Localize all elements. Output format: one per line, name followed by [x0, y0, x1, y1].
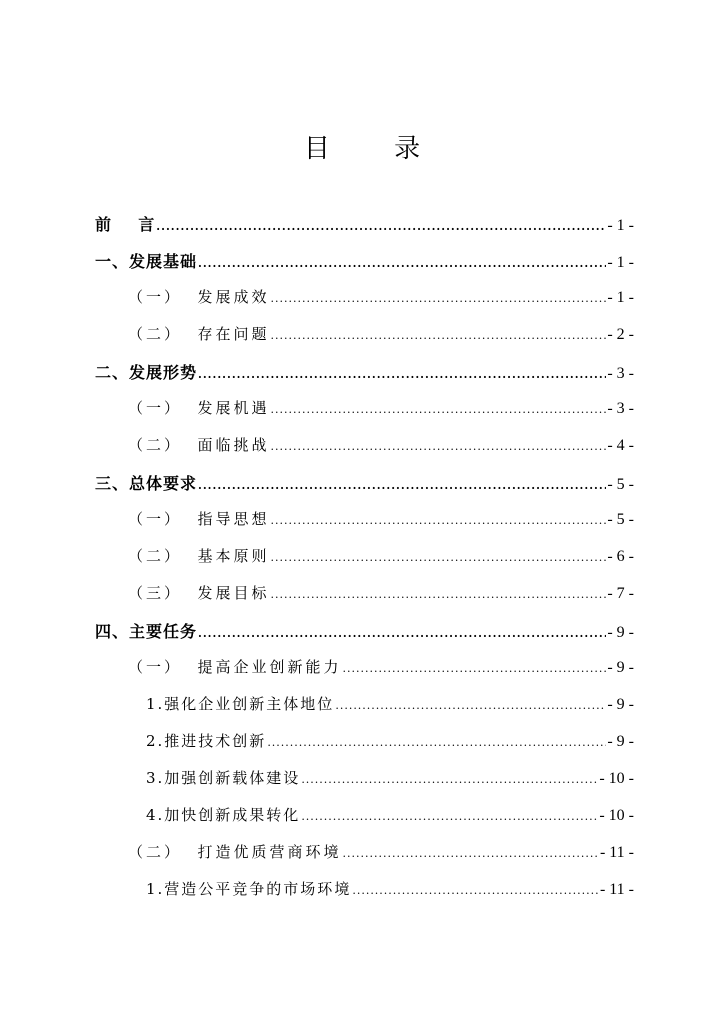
- toc-entry-page: - 9 -: [607, 696, 634, 713]
- toc-entry-page: - 10 -: [599, 770, 634, 787]
- toc-entry-label: 1.营造公平竞争的市场环境: [146, 880, 352, 898]
- toc-entry[interactable]: [146, 693, 634, 723]
- toc-entry-label: 2.推进技术创新: [146, 732, 267, 750]
- toc-entry[interactable]: [95, 619, 634, 649]
- toc-entry-label: 1.强化企业创新主体地位: [146, 695, 335, 713]
- toc-entry-page: - 11 -: [599, 844, 634, 861]
- toc-entry-page: - 3 -: [607, 365, 634, 382]
- toc-entry-label: 3.加强创新载体建设: [146, 769, 301, 787]
- toc-entry-label: 4.加快创新成果转化: [146, 806, 301, 824]
- dot-leader: [343, 662, 607, 675]
- toc-entry-page: - 1 -: [607, 217, 634, 234]
- dot-leader: [198, 257, 606, 270]
- toc-entry[interactable]: [95, 212, 634, 242]
- toc-entry[interactable]: [146, 878, 634, 908]
- toc-entry-page: - 2 -: [607, 326, 634, 343]
- toc-entry[interactable]: [128, 434, 634, 464]
- dot-leader: [271, 440, 607, 453]
- toc-entry[interactable]: [146, 730, 634, 760]
- toc-entry-page: - 5 -: [607, 511, 634, 528]
- toc-entry-label: （二） 面临挑战: [128, 436, 270, 454]
- toc-entry-page: - 1 -: [607, 254, 634, 271]
- toc-entry[interactable]: [128, 323, 634, 353]
- toc-entry-label: 三、总体要求: [95, 474, 198, 493]
- page-title: 目 录: [303, 134, 449, 164]
- toc-entry[interactable]: [128, 545, 634, 575]
- toc-entry[interactable]: [128, 286, 634, 316]
- toc-entry-page: - 7 -: [607, 585, 634, 602]
- toc-entry-label: （一） 发展成效: [128, 288, 270, 306]
- dot-leader: [352, 884, 599, 897]
- dot-leader: [271, 514, 607, 527]
- toc-entry[interactable]: [146, 804, 634, 834]
- dot-leader: [343, 847, 599, 860]
- toc-entry-label: 四、主要任务: [95, 622, 198, 641]
- toc-entry[interactable]: [128, 582, 634, 612]
- toc-entry[interactable]: [128, 508, 634, 538]
- toc-entry[interactable]: [128, 841, 634, 871]
- toc-entry-page: - 11 -: [599, 881, 634, 898]
- toc-entry-page: - 9 -: [607, 733, 634, 750]
- toc-entry-label: 前 言: [95, 215, 156, 234]
- dot-leader: [198, 627, 606, 640]
- dot-leader: [271, 403, 607, 416]
- dot-leader: [271, 551, 607, 564]
- toc-entry[interactable]: [95, 471, 634, 501]
- toc-entry-page: - 9 -: [607, 659, 634, 676]
- toc-entry-label: （一） 提高企业创新能力: [128, 658, 342, 676]
- toc-entry-page: - 10 -: [599, 807, 634, 824]
- dot-leader: [156, 220, 606, 233]
- toc-entry-page: - 1 -: [607, 289, 634, 306]
- toc-entry[interactable]: [128, 397, 634, 427]
- toc-entry-page: - 5 -: [607, 476, 634, 493]
- toc-entry-label: （二） 存在问题: [128, 325, 270, 343]
- toc-entry-label: （一） 发展机遇: [128, 399, 270, 417]
- dot-leader: [271, 329, 607, 342]
- toc-entry[interactable]: [146, 767, 634, 797]
- dot-leader: [198, 479, 606, 492]
- toc-entry-label: （二） 基本原则: [128, 547, 270, 565]
- toc-entry[interactable]: [95, 360, 634, 390]
- toc-entry-page: - 6 -: [607, 548, 634, 565]
- toc-entry-label: （一） 指导思想: [128, 510, 270, 528]
- dot-leader: [267, 736, 606, 749]
- toc-entry-page: - 3 -: [607, 400, 634, 417]
- toc-entry-label: （三） 发展目标: [128, 584, 270, 602]
- toc-entry[interactable]: [95, 249, 634, 279]
- toc-entry[interactable]: [128, 656, 634, 686]
- toc-entry-page: - 9 -: [607, 624, 634, 641]
- dot-leader: [335, 699, 606, 712]
- toc-entry-label: （二） 打造优质营商环境: [128, 843, 342, 861]
- dot-leader: [301, 773, 598, 786]
- dot-leader: [271, 292, 607, 305]
- dot-leader: [301, 810, 598, 823]
- dot-leader: [198, 368, 606, 381]
- toc-entry-label: 一、发展基础: [95, 252, 198, 271]
- toc-entry-label: 二、发展形势: [95, 363, 198, 382]
- dot-leader: [271, 588, 607, 601]
- toc-entry-page: - 4 -: [607, 437, 634, 454]
